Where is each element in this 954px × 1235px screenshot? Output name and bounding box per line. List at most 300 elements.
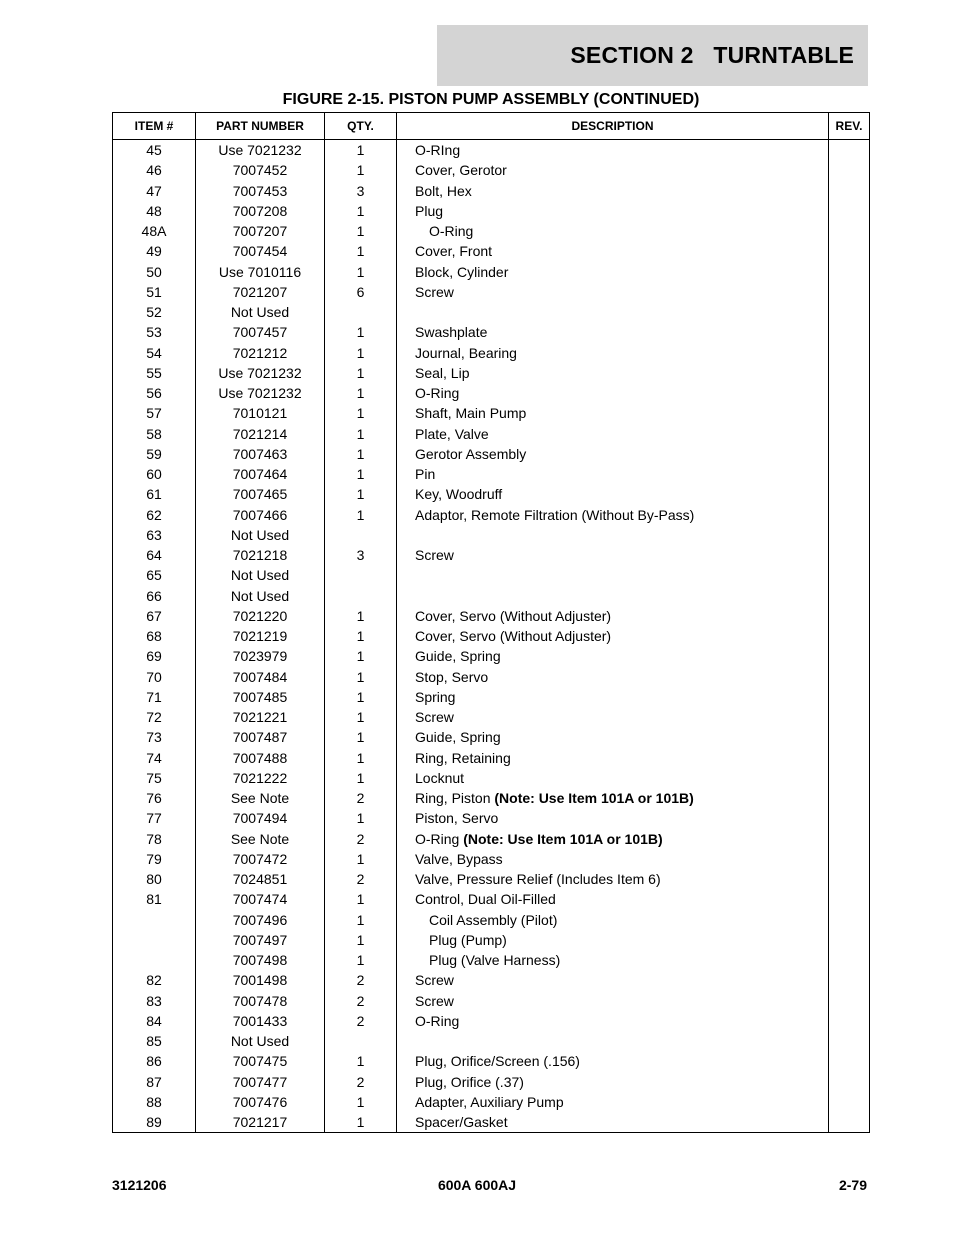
description-text: Seal, Lip [415, 364, 470, 381]
qty-cell: 1 [325, 1092, 397, 1112]
table-row [113, 1092, 870, 1112]
item-number-cell: 86 [113, 1051, 196, 1071]
description-text: Cover, Gerotor [415, 162, 507, 179]
part-number-cell: 7021219 [196, 626, 325, 646]
table-row [113, 950, 870, 970]
description-cell [397, 1092, 829, 1112]
item-number-cell: 71 [113, 687, 196, 707]
rev-cell [829, 181, 870, 201]
qty-cell: 1 [325, 646, 397, 666]
part-number-cell: 7007472 [196, 849, 325, 869]
section-title: SECTION 2 TURNTABLE [570, 42, 854, 68]
description-text: Pin [415, 466, 436, 483]
description-text: Spring [415, 688, 456, 705]
item-number-cell: 67 [113, 606, 196, 626]
description-cell [397, 869, 829, 889]
item-number-cell: 87 [113, 1072, 196, 1092]
part-number-cell: 7007208 [196, 201, 325, 221]
rev-cell [829, 687, 870, 707]
qty-cell: 1 [325, 505, 397, 525]
part-number-cell: 7021217 [196, 1112, 325, 1133]
part-number-cell: Not Used [196, 1031, 325, 1051]
item-number-cell: 69 [113, 646, 196, 666]
description-text: Locknut [415, 769, 465, 786]
part-number-cell: 7007466 [196, 505, 325, 525]
description-text: Guide, Spring [415, 729, 501, 746]
rev-cell [829, 1031, 870, 1051]
part-number-cell: 7010121 [196, 403, 325, 423]
table-row [113, 383, 870, 403]
description-cell [397, 849, 829, 869]
description-text: O-Ring [415, 1012, 460, 1029]
description-cell [397, 383, 829, 403]
item-number-cell: 81 [113, 889, 196, 909]
description-cell [397, 262, 829, 282]
rev-cell [829, 849, 870, 869]
part-number-cell: 7007478 [196, 991, 325, 1011]
part-number-cell: 7007474 [196, 889, 325, 909]
part-number-cell: 7001498 [196, 970, 325, 990]
qty-cell: 1 [325, 950, 397, 970]
description-cell [397, 687, 829, 707]
description-text: Control, Dual Oil-Filled [415, 891, 556, 908]
description-text: O-Ring [429, 223, 474, 240]
table-row [113, 140, 870, 161]
table-row [113, 545, 870, 565]
table-row [113, 889, 870, 909]
qty-cell: 1 [325, 889, 397, 909]
description-cell [397, 1072, 829, 1092]
qty-cell: 1 [325, 160, 397, 180]
description-cell [397, 525, 829, 545]
description-text: Key, Woodruff [415, 486, 503, 503]
rev-cell [829, 1092, 870, 1112]
item-number-cell: 83 [113, 991, 196, 1011]
rev-cell [829, 1072, 870, 1092]
description-cell [397, 910, 829, 930]
item-number-cell: 82 [113, 970, 196, 990]
item-number-cell: 89 [113, 1112, 196, 1133]
part-number-cell: 7007477 [196, 1072, 325, 1092]
description-cell [397, 1112, 829, 1133]
qty-cell: 2 [325, 1011, 397, 1031]
description-text: Screw [415, 283, 454, 300]
item-number-cell: 47 [113, 181, 196, 201]
table-row [113, 849, 870, 869]
rev-cell [829, 383, 870, 403]
table-row [113, 241, 870, 261]
item-number-cell: 73 [113, 727, 196, 747]
description-text: Ring, Retaining [415, 749, 511, 766]
rev-cell [829, 727, 870, 747]
rev-cell [829, 1051, 870, 1071]
qty-cell: 1 [325, 221, 397, 241]
item-number-cell: 79 [113, 849, 196, 869]
part-number-cell: 7007454 [196, 241, 325, 261]
qty-cell: 1 [325, 1112, 397, 1133]
description-cell [397, 464, 829, 484]
qty-cell: 1 [325, 241, 397, 261]
description-text: Swashplate [415, 324, 488, 341]
item-number-cell: 78 [113, 829, 196, 849]
description-cell [397, 221, 829, 241]
item-number-cell: 48A [113, 221, 196, 241]
item-number-cell: 56 [113, 383, 196, 403]
qty-cell: 1 [325, 484, 397, 504]
qty-cell: 1 [325, 930, 397, 950]
table-row [113, 910, 870, 930]
rev-cell [829, 322, 870, 342]
rev-cell [829, 606, 870, 626]
rev-cell [829, 262, 870, 282]
table-row [113, 1072, 870, 1092]
table-row [113, 363, 870, 383]
item-number-cell: 64 [113, 545, 196, 565]
description-cell [397, 181, 829, 201]
description-text: Plug (Valve Harness) [429, 952, 561, 969]
qty-cell [325, 1031, 397, 1051]
item-number-cell: 51 [113, 282, 196, 302]
item-number-cell [113, 910, 196, 930]
rev-cell [829, 930, 870, 950]
description-text: Plug (Pump) [429, 931, 507, 948]
part-number-cell: 7007463 [196, 444, 325, 464]
qty-cell: 3 [325, 545, 397, 565]
description-cell [397, 707, 829, 727]
qty-cell: 2 [325, 869, 397, 889]
description-text: Screw [415, 709, 454, 726]
part-number-cell: See Note [196, 829, 325, 849]
column-header-item: ITEM # [113, 113, 196, 140]
item-number-cell: 72 [113, 707, 196, 727]
table-row [113, 748, 870, 768]
description-cell [397, 646, 829, 666]
rev-cell [829, 505, 870, 525]
rev-cell [829, 667, 870, 687]
qty-cell: 1 [325, 667, 397, 687]
qty-cell: 1 [325, 403, 397, 423]
description-text: Cover, Servo (Without Adjuster) [415, 628, 612, 645]
rev-cell [829, 160, 870, 180]
rev-cell [829, 991, 870, 1011]
description-cell [397, 302, 829, 322]
item-number-cell: 48 [113, 201, 196, 221]
part-number-cell: 7007452 [196, 160, 325, 180]
rev-cell [829, 768, 870, 788]
description-cell [397, 889, 829, 909]
description-cell [397, 930, 829, 950]
description-cell [397, 1051, 829, 1071]
part-number-cell: Not Used [196, 565, 325, 585]
qty-cell [325, 565, 397, 585]
qty-cell: 1 [325, 707, 397, 727]
item-number-cell: 61 [113, 484, 196, 504]
part-number-cell: Use 7010116 [196, 262, 325, 282]
item-number-cell: 70 [113, 667, 196, 687]
rev-cell [829, 950, 870, 970]
description-cell [397, 950, 829, 970]
part-number-cell: 7021207 [196, 282, 325, 302]
rev-cell [829, 424, 870, 444]
rev-cell [829, 343, 870, 363]
part-number-cell: 7021222 [196, 768, 325, 788]
qty-cell: 1 [325, 808, 397, 828]
table-row [113, 302, 870, 322]
table-row [113, 667, 870, 687]
part-number-cell: 7007475 [196, 1051, 325, 1071]
description-text: Valve, Pressure Relief (Includes Item 6) [415, 871, 661, 888]
qty-cell: 1 [325, 363, 397, 383]
description-text: O-Ring [415, 830, 464, 847]
description-cell [397, 343, 829, 363]
qty-cell: 6 [325, 282, 397, 302]
part-number-cell: Not Used [196, 586, 325, 606]
description-cell [397, 545, 829, 565]
rev-cell [829, 869, 870, 889]
description-text: Spacer/Gasket [415, 1114, 508, 1131]
item-number-cell: 53 [113, 322, 196, 342]
description-cell [397, 748, 829, 768]
table-row [113, 444, 870, 464]
column-header-rev: REV. [829, 113, 870, 140]
table-row [113, 808, 870, 828]
qty-cell: 1 [325, 322, 397, 342]
table-row [113, 403, 870, 423]
part-number-cell: 7007464 [196, 464, 325, 484]
qty-cell: 1 [325, 626, 397, 646]
rev-cell [829, 1112, 870, 1133]
part-number-cell: 7021221 [196, 707, 325, 727]
description-text: Journal, Bearing [415, 344, 517, 361]
rev-cell [829, 545, 870, 565]
part-number-cell: Use 7021232 [196, 383, 325, 403]
item-number-cell: 68 [113, 626, 196, 646]
qty-cell: 1 [325, 910, 397, 930]
part-number-cell: Use 7021232 [196, 363, 325, 383]
description-text: Adapter, Auxiliary Pump [415, 1093, 564, 1110]
qty-cell: 2 [325, 991, 397, 1011]
rev-cell [829, 586, 870, 606]
table-header-row [113, 113, 870, 140]
item-number-cell: 55 [113, 363, 196, 383]
rev-cell [829, 525, 870, 545]
description-text: Adaptor, Remote Filtration (Without By-Pass) [415, 506, 695, 523]
part-number-cell: Use 7021232 [196, 140, 325, 161]
item-number-cell: 85 [113, 1031, 196, 1051]
qty-cell: 1 [325, 383, 397, 403]
table-row [113, 1051, 870, 1071]
rev-cell [829, 565, 870, 585]
table-row [113, 930, 870, 950]
rev-cell [829, 970, 870, 990]
parts-table [112, 112, 870, 1133]
table-row [113, 343, 870, 363]
table-row [113, 484, 870, 504]
description-cell [397, 970, 829, 990]
description-cell [397, 363, 829, 383]
item-number-cell: 80 [113, 869, 196, 889]
table-row [113, 626, 870, 646]
rev-cell [829, 1011, 870, 1031]
qty-cell: 1 [325, 140, 397, 161]
rev-cell [829, 464, 870, 484]
table-row [113, 1031, 870, 1051]
qty-cell: 2 [325, 788, 397, 808]
qty-cell: 1 [325, 201, 397, 221]
qty-cell: 1 [325, 727, 397, 747]
item-number-cell [113, 930, 196, 950]
part-number-cell: See Note [196, 788, 325, 808]
description-cell [397, 201, 829, 221]
part-number-cell: 7007207 [196, 221, 325, 241]
item-number-cell: 45 [113, 140, 196, 161]
item-number-cell: 65 [113, 565, 196, 585]
qty-cell: 1 [325, 687, 397, 707]
item-number-cell: 84 [113, 1011, 196, 1031]
qty-cell: 2 [325, 1072, 397, 1092]
qty-cell: 1 [325, 424, 397, 444]
qty-cell: 1 [325, 768, 397, 788]
item-number-cell: 75 [113, 768, 196, 788]
description-text: Screw [415, 992, 454, 1009]
rev-cell [829, 444, 870, 464]
rev-cell [829, 282, 870, 302]
description-cell [397, 1031, 829, 1051]
table-row [113, 768, 870, 788]
table-row [113, 829, 870, 849]
description-cell [397, 808, 829, 828]
table-row [113, 464, 870, 484]
description-text: Cover, Servo (Without Adjuster) [415, 607, 612, 624]
description-text: Screw [415, 547, 454, 564]
description-cell [397, 140, 829, 161]
part-number-cell: 7007453 [196, 181, 325, 201]
description-text: Block, Cylinder [415, 263, 509, 280]
parts-table-body [113, 140, 870, 1133]
part-number-cell: Not Used [196, 525, 325, 545]
item-number-cell: 63 [113, 525, 196, 545]
qty-cell: 1 [325, 748, 397, 768]
table-row [113, 181, 870, 201]
rev-cell [829, 363, 870, 383]
description-text: Coil Assembly (Pilot) [429, 911, 558, 928]
table-row [113, 687, 870, 707]
description-cell [397, 667, 829, 687]
rev-cell [829, 889, 870, 909]
rev-cell [829, 403, 870, 423]
qty-cell: 3 [325, 181, 397, 201]
rev-cell [829, 484, 870, 504]
part-number-cell: 7007457 [196, 322, 325, 342]
footer-manual-number: 3121206 [112, 1177, 167, 1193]
description-text: O-RIng [415, 142, 461, 159]
item-number-cell: 59 [113, 444, 196, 464]
item-number-cell: 60 [113, 464, 196, 484]
part-number-cell: 7007498 [196, 950, 325, 970]
table-row [113, 727, 870, 747]
description-text: Stop, Servo [415, 668, 489, 685]
item-number-cell: 50 [113, 262, 196, 282]
part-number-cell: 7024851 [196, 869, 325, 889]
rev-cell [829, 707, 870, 727]
description-cell [397, 565, 829, 585]
part-number-cell: 7007485 [196, 687, 325, 707]
description-cell [397, 403, 829, 423]
qty-cell: 2 [325, 829, 397, 849]
item-number-cell: 57 [113, 403, 196, 423]
rev-cell [829, 241, 870, 261]
description-text: Gerotor Assembly [415, 445, 527, 462]
description-cell [397, 788, 829, 808]
item-number-cell [113, 950, 196, 970]
column-header-description: DESCRIPTION [397, 113, 829, 140]
description-cell [397, 241, 829, 261]
table-row [113, 221, 870, 241]
table-row [113, 788, 870, 808]
item-number-cell: 52 [113, 302, 196, 322]
part-number-cell: 7007476 [196, 1092, 325, 1112]
part-number-cell: 7007465 [196, 484, 325, 504]
qty-cell: 1 [325, 849, 397, 869]
description-cell [397, 626, 829, 646]
section-header-box [437, 25, 868, 86]
description-text: Guide, Spring [415, 648, 501, 665]
table-row [113, 586, 870, 606]
part-number-cell: 7021214 [196, 424, 325, 444]
description-cell [397, 505, 829, 525]
rev-cell [829, 646, 870, 666]
part-number-cell: 7007497 [196, 930, 325, 950]
description-text: O-Ring [415, 385, 460, 402]
table-row [113, 869, 870, 889]
part-number-cell: 7021212 [196, 343, 325, 363]
table-row [113, 646, 870, 666]
qty-cell [325, 525, 397, 545]
description-cell [397, 991, 829, 1011]
item-number-cell: 46 [113, 160, 196, 180]
description-text: Plug, Orifice (.37) [415, 1073, 524, 1090]
table-row [113, 1112, 870, 1133]
footer-page-number: 2-79 [838, 1177, 867, 1193]
qty-cell: 1 [325, 606, 397, 626]
description-note: (Note: Use Item 101A or 101B) [463, 830, 663, 847]
qty-cell [325, 302, 397, 322]
description-text: Cover, Front [415, 243, 493, 260]
item-number-cell: 58 [113, 424, 196, 444]
part-number-cell: 7001433 [196, 1011, 325, 1031]
rev-cell [829, 808, 870, 828]
footer-model: 600A 600AJ [437, 1177, 517, 1193]
table-row [113, 525, 870, 545]
description-text: Bolt, Hex [415, 182, 472, 199]
part-number-cell: 7021220 [196, 606, 325, 626]
description-text: Plate, Valve [415, 425, 489, 442]
qty-cell: 1 [325, 1051, 397, 1071]
rev-cell [829, 788, 870, 808]
part-number-cell: 7007484 [196, 667, 325, 687]
table-row [113, 160, 870, 180]
figure-title: FIGURE 2-15. PISTON PUMP ASSEMBLY (CONTINUED) [282, 91, 700, 108]
table-row [113, 201, 870, 221]
table-row [113, 262, 870, 282]
part-number-cell: 7007496 [196, 910, 325, 930]
description-text: Shaft, Main Pump [415, 405, 527, 422]
qty-cell: 1 [325, 444, 397, 464]
part-number-cell: Not Used [196, 302, 325, 322]
table-row [113, 505, 870, 525]
rev-cell [829, 221, 870, 241]
description-cell [397, 484, 829, 504]
